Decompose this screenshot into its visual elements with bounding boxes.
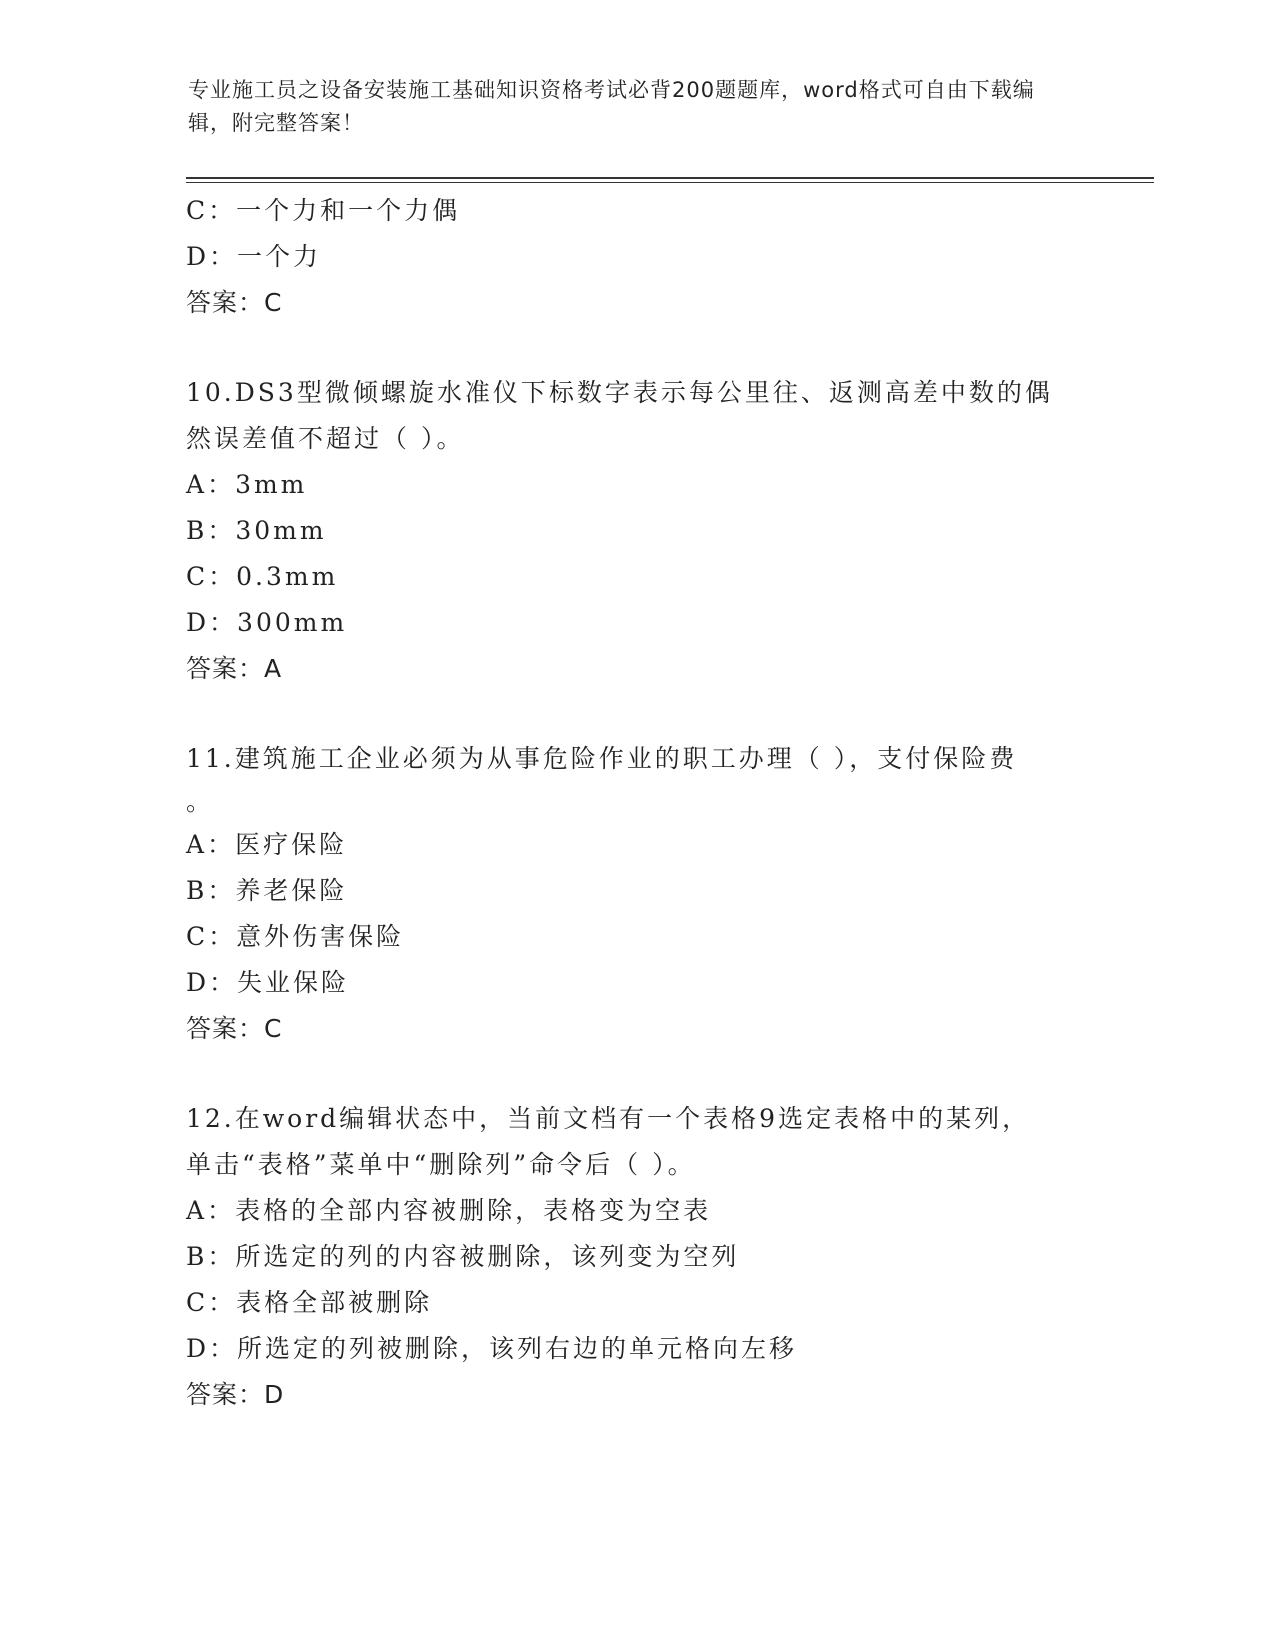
option-text: 0.3mm (236, 562, 339, 591)
question-stem-line-2: 然误差值不超过（ ）。 (186, 424, 465, 453)
option-a (186, 1188, 1086, 1234)
option-label: C： (186, 562, 237, 591)
option-label: D： (186, 1334, 238, 1363)
option-label: C： (186, 922, 237, 951)
option-text: 300mm (237, 608, 348, 637)
question-stem-line-2: 。 (186, 787, 215, 816)
spacer (186, 1052, 1086, 1096)
option-text: 意外伤害保险 (236, 922, 405, 951)
option-text: 3mm (235, 470, 308, 499)
question-9-continuation (186, 188, 1086, 326)
spacer (186, 692, 1086, 736)
answer-line: 答案：C (186, 1014, 283, 1043)
option-d (186, 234, 1086, 280)
option-a (186, 462, 1086, 508)
option-label: A： (186, 470, 236, 499)
option-label: D： (186, 968, 238, 997)
option-text: 表格的全部内容被删除，表格变为空表 (235, 1196, 712, 1225)
option-label: C： (186, 196, 237, 225)
option-text: 30mm (235, 516, 327, 545)
option-text: 医疗保险 (235, 830, 348, 859)
option-d (186, 600, 1086, 646)
option-label: B： (186, 1242, 236, 1271)
question-stem-line-2: 单击“表格”菜单中“删除列”命令后（ ）。 (186, 1150, 696, 1179)
option-text: 所选定的列的内容被删除，该列变为空列 (235, 1242, 740, 1271)
option-label: C： (186, 1288, 237, 1317)
option-b (186, 508, 1086, 554)
option-text: 一个力和一个力偶 (236, 196, 461, 225)
option-text: 一个力 (237, 242, 322, 271)
question-stem-line-1: 11.建筑施工企业必须为从事危险作业的职工办理（ ），支付保险费 (186, 744, 1018, 773)
option-c (186, 554, 1086, 600)
spacer (186, 326, 1086, 370)
question-12 (186, 1096, 1086, 1418)
option-text: 表格全部被删除 (236, 1288, 433, 1317)
option-label: A： (186, 1196, 236, 1225)
option-label: B： (186, 876, 236, 905)
question-stem-line-1: 12.在word编辑状态中，当前文档有一个表格9选定表格中的某列， (186, 1104, 1031, 1133)
option-b (186, 1234, 1086, 1280)
answer-line: 答案：C (186, 288, 283, 317)
option-d (186, 960, 1086, 1006)
option-c (186, 914, 1086, 960)
option-text: 所选定的列被删除，该列右边的单元格向左移 (237, 1334, 798, 1363)
option-label: A： (186, 830, 236, 859)
header-text: 专业施工员之设备安装施工基础知识资格考试必背200题题库，word格式可自由下载编辑，附完整答案！ (188, 78, 1035, 135)
header-rule-thin (186, 182, 1154, 183)
question-11 (186, 736, 1086, 1052)
option-text: 失业保险 (237, 968, 350, 997)
option-c (186, 1280, 1086, 1326)
option-text: 养老保险 (235, 876, 348, 905)
document-body (186, 188, 1086, 1418)
option-b (186, 868, 1086, 914)
page-header (188, 74, 1068, 140)
answer-line: 答案：A (186, 654, 283, 683)
option-label: D： (186, 242, 238, 271)
option-c (186, 188, 1086, 234)
question-10 (186, 370, 1086, 692)
option-label: B： (186, 516, 236, 545)
option-a (186, 822, 1086, 868)
question-stem-line-1: 10.DS3型微倾螺旋水准仪下标数字表示每公里往、返测高差中数的偶 (186, 378, 1053, 407)
answer-line: 答案：D (186, 1380, 285, 1409)
option-label: D： (186, 608, 238, 637)
header-rule-thick (186, 177, 1154, 179)
option-d (186, 1326, 1086, 1372)
